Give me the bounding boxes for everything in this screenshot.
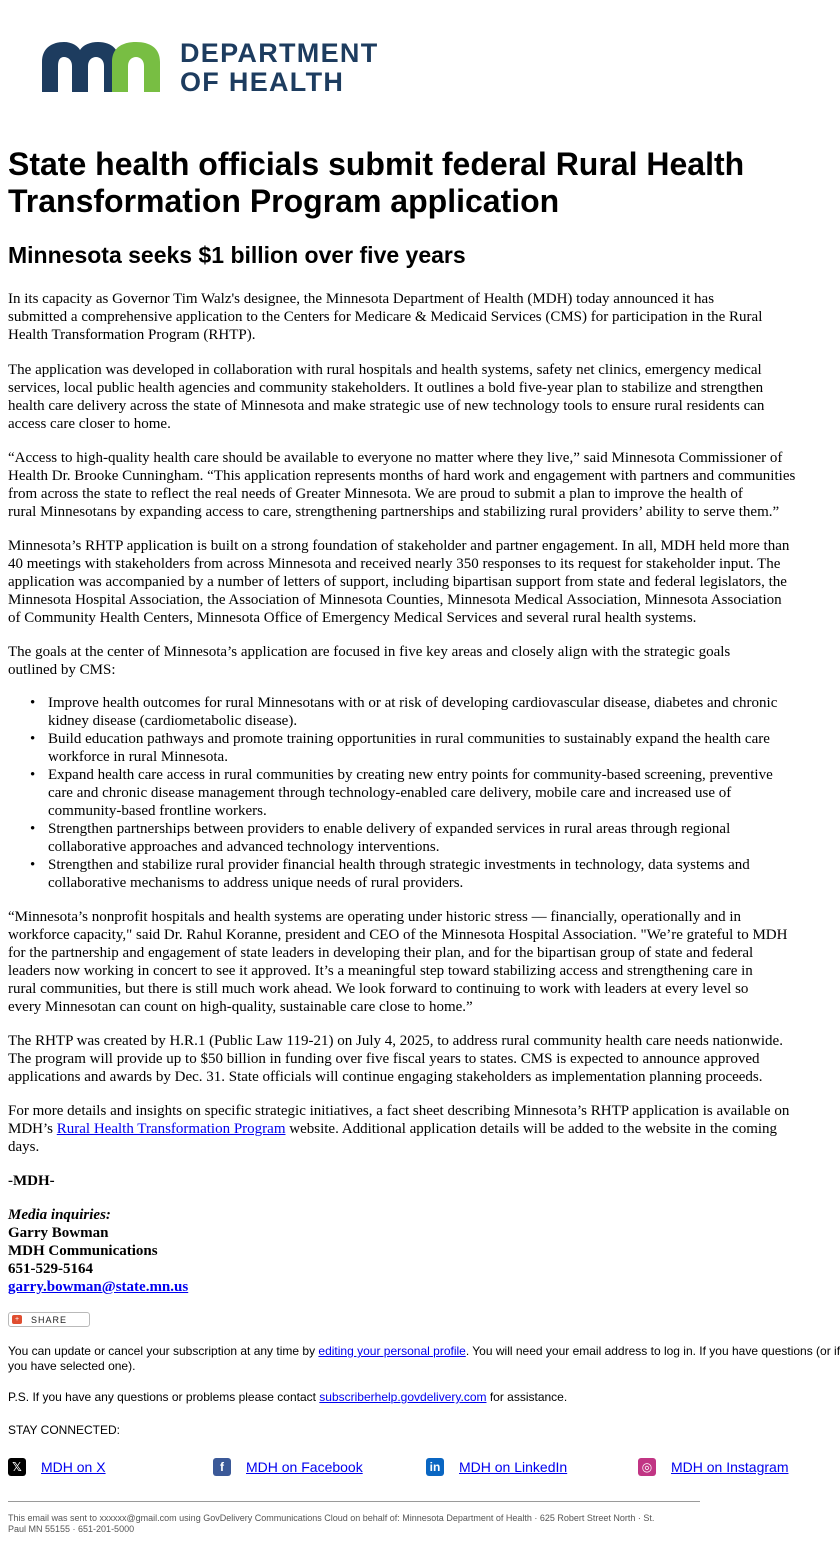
text-fragment: P.S. If you have any questions or problems please contact <box>8 1390 320 1404</box>
paragraph-2 <box>8 361 764 433</box>
footer-line-1: This email was sent to xxxxxx@gmail.com using GovDelivery Communications Cloud on behalf of: Minnesota Department of Health · 625 Robert Street North · St. <box>8 1513 655 1523</box>
text-fragment: . You will need your email address to log in. If you have questions (or if <box>465 1344 840 1358</box>
text-line: community-based frontline workers. <box>48 803 267 819</box>
text-line: outlined by CMS: <box>8 662 116 678</box>
text-line: submitted a comprehensive application to the Centers for Medicare & Medicaid Services (CMS) for participation in the Rural <box>8 309 763 325</box>
contact-org: MDH Communications <box>8 1243 158 1259</box>
text-line: services, local public health agencies and community stakeholders. It outlines a bold five-year plan to stabilize and strengthen <box>8 380 764 396</box>
text-line: Minnesota Hospital Association, the Association of Minnesota Counties, Minnesota Medical Association, Minnesota Association <box>8 592 782 608</box>
article-subtitle: Minnesota seeks $1 billion over five years <box>8 242 466 268</box>
text-line: 40 meetings with stakeholders from across Minnesota and received nearly 350 responses to its request for stakeholder input. The <box>8 556 781 572</box>
text-line: health care delivery across the state of Minnesota and make strategic use of new technology tools to ensure rural residents can <box>8 398 765 414</box>
media-contact <box>8 1206 188 1296</box>
text-line: applications and awards by Dec. 31. State officials will continue engaging stakeholders as implementation planning proceeds. <box>8 1069 763 1085</box>
text-line: of Community Health Centers, Minnesota Office of Emergency Medical Services and several rural health systems. <box>8 610 697 626</box>
paragraph-6-quote <box>8 908 787 1016</box>
text-line: days. <box>8 1139 40 1155</box>
text-line: collaborative approaches and advanced technology interventions. <box>48 839 440 855</box>
text-line: rural Minnesotans by expanding access to care, strengthening partnerships and stabilizing rural providers’ ability to serve them.” <box>8 504 780 520</box>
text-line: • Expand health care access in rural communities by creating new entry points for community-based screening, preventive <box>48 767 773 783</box>
footer <box>8 1513 654 1535</box>
x-icon[interactable]: 𝕏 <box>8 1458 26 1476</box>
footer-divider <box>8 1501 700 1502</box>
facebook-icon[interactable]: f <box>213 1458 231 1476</box>
text-line: Minnesota’s RHTP application is built on a strong foundation of stakeholder and partner engagement. In all, MDH held more than <box>8 538 790 554</box>
paragraph-8 <box>8 1102 789 1156</box>
text-line: workforce capacity," said Dr. Rahul Koranne, president and CEO of the Minnesota Hospital Association. "We’re grateful to MDH <box>8 927 788 943</box>
text-line: you have selected one). <box>8 1359 136 1373</box>
text-line: • Strengthen and stabilize rural provider financial health through strategic investments in technology, data systems and <box>48 857 750 873</box>
stay-connected-heading: STAY CONNECTED: <box>8 1423 121 1437</box>
share-label: SHARE <box>31 1315 68 1325</box>
mdh-on-linkedin-link[interactable]: MDH on LinkedIn <box>459 1459 568 1475</box>
mdh-signoff: -MDH- <box>8 1173 55 1189</box>
article-title <box>8 146 744 220</box>
text-fragment: website. Additional application details will be added to the website in the coming <box>285 1121 778 1137</box>
rhtp-website-link[interactable]: Rural Health Transformation Program <box>56 1121 286 1137</box>
paragraph-7 <box>8 1032 783 1086</box>
text-line: The goals at the center of Minnesota’s application are focused in five key areas and closely align with the strategic goals <box>8 644 731 660</box>
title-line-2: Transformation Program application <box>8 183 560 219</box>
text-fragment: MDH’s <box>8 1121 57 1137</box>
text-line <box>8 1120 789 1138</box>
text-line: The program will provide up to $50 billion in funding over five fiscal years to states. CMS is expected to announce approved <box>8 1051 760 1067</box>
text-line: access care closer to home. <box>8 416 171 432</box>
text-line: The RHTP was created by H.R.1 (Public Law 119-21) on July 4, 2025, to address rural community health care needs nationwide. <box>8 1033 783 1049</box>
ps-notice <box>8 1390 567 1405</box>
text-line: • Improve health outcomes for rural Minnesotans with or at risk of developing cardiovascular disease, diabetes and chronic <box>48 695 778 711</box>
list-item <box>8 766 777 820</box>
mdh-on-instagram-link[interactable]: MDH on Instagram <box>671 1459 789 1475</box>
logo-line-2: OF HEALTH <box>180 67 345 97</box>
list-item <box>8 856 777 892</box>
text-line: for the partnership and engagement of state leaders in developing their plan, and for the bipartisan group of state and federal <box>8 945 754 961</box>
paragraph-3-quote <box>8 449 795 521</box>
share-button[interactable] <box>8 1312 90 1327</box>
media-inquiries-label: Media inquiries: <box>8 1207 111 1223</box>
text-line: For more details and insights on specific strategic initiatives, a fact sheet describing Minnesota’s RHTP application is available on <box>8 1103 790 1119</box>
text-line: workforce in rural Minnesota. <box>48 749 228 765</box>
text-fragment: for assistance. <box>486 1390 568 1404</box>
edit-profile-link[interactable]: editing your personal profile <box>318 1344 466 1358</box>
contact-email-link[interactable]: garry.bowman@state.mn.us <box>8 1279 189 1295</box>
text-line: kidney disease (cardiometabolic disease). <box>48 713 298 729</box>
text-line: Health Dr. Brooke Cunningham. “This application represents months of hard work and engagement with partners and communities <box>8 468 796 484</box>
text-line: from across the state to reflect the real needs of Greater Minnesota. We are proud to submit a plan to improve the health of <box>8 486 743 502</box>
mdh-on-x-link[interactable]: MDH on X <box>41 1459 106 1475</box>
text-line: leaders now working in concert to see it approved. It’s a meaningful step toward stabilizing access and strengthening care in <box>8 963 753 979</box>
text-line: The application was developed in collaboration with rural hospitals and health systems, safety net clinics, emergency medical <box>8 362 762 378</box>
text-line: application was accompanied by a number of letters of support, including bipartisan support from state and federal legislators, the <box>8 574 787 590</box>
text-line: • Strengthen partnerships between providers to enable delivery of expanded services in rural areas through regional <box>48 821 731 837</box>
paragraph-5 <box>8 643 730 679</box>
title-line-1: State health officials submit federal Rural Health <box>8 146 745 182</box>
contact-name: Garry Bowman <box>8 1225 109 1241</box>
text-fragment: You can update or cancel your subscription at any time by <box>8 1344 319 1358</box>
mn-logo-mark-icon <box>40 38 170 98</box>
text-line: “Minnesota’s nonprofit hospitals and health systems are operating under historic stress — financially, operationally and in <box>8 909 742 925</box>
list-item <box>8 820 777 856</box>
list-item <box>8 694 777 730</box>
share-plus-icon: + <box>12 1315 22 1324</box>
text-line: rural communities, but there is still much work ahead. We look forward to continuing to work with leaders at every level so <box>8 981 749 997</box>
text-line: In its capacity as Governor Tim Walz's designee, the Minnesota Department of Health (MDH) today announced it has <box>8 291 715 307</box>
list-item <box>8 730 777 766</box>
subscription-notice <box>8 1344 840 1374</box>
goals-list <box>8 694 777 892</box>
text-line: every Minnesotan can count on high-quality, sustainable care close to home.” <box>8 999 473 1015</box>
contact-phone: 651-529-5164 <box>8 1261 93 1277</box>
subscriber-help-link[interactable]: subscriberhelp.govdelivery.com <box>319 1390 487 1404</box>
paragraph-1 <box>8 290 762 344</box>
footer-line-2: Paul MN 55155 · 651-201-5000 <box>8 1524 135 1534</box>
logo-line-1: DEPARTMENT <box>180 38 379 68</box>
text-line: collaborative mechanisms to address unique needs of rural providers. <box>48 875 464 891</box>
text-line: “Access to high-quality health care should be available to everyone no matter where they live,” said Minnesota Commissioner of <box>8 450 783 466</box>
text-line: • Build education pathways and promote training opportunities in rural communities to sustainably expand the health care <box>48 731 770 747</box>
text-line: Health Transformation Program (RHTP). <box>8 327 256 343</box>
instagram-icon[interactable]: ◎ <box>638 1458 656 1476</box>
text-line: care and chronic disease management through technology-enabled care delivery, mobile care and increased use of <box>48 785 732 801</box>
paragraph-4 <box>8 537 789 627</box>
linkedin-icon[interactable]: in <box>426 1458 444 1476</box>
department-of-health-wordmark <box>180 39 379 97</box>
mdh-on-facebook-link[interactable]: MDH on Facebook <box>246 1459 363 1475</box>
